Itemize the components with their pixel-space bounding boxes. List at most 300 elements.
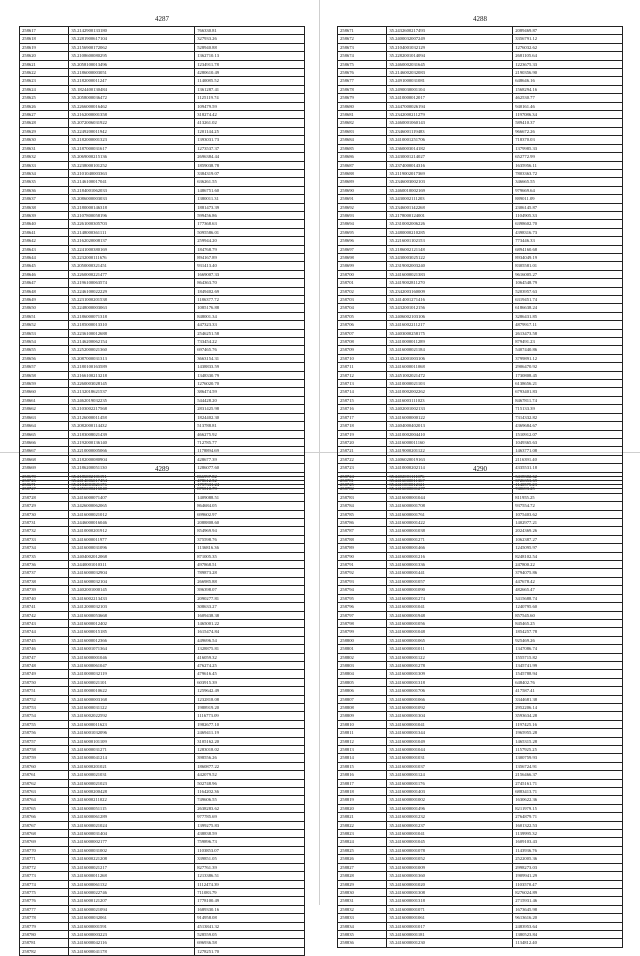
cell-code: 35.2403000258175 (387, 329, 513, 337)
cell-id: 258693 (338, 211, 387, 219)
cell-amount: 478612.52 (195, 477, 305, 485)
cell-amount: 2306145.87 (513, 203, 623, 211)
table-row (20, 619, 305, 627)
table-row (20, 270, 305, 278)
cell-id: 258723 (338, 464, 387, 472)
cell-id: 258720 (338, 438, 387, 446)
cell-amount: 449696.54 (195, 636, 305, 644)
cell-amount: 699602.97 (195, 510, 305, 518)
cell-id: 258643 (20, 245, 69, 253)
cell-id: 258688 (338, 169, 387, 177)
cell-id: 258766 (20, 813, 69, 821)
cell-amount: 2681105.64 (513, 52, 623, 60)
table-row (20, 872, 305, 880)
table-row (20, 321, 305, 329)
cell-amount: 8276024.89 (513, 888, 623, 896)
table-panel-1 (19, 14, 305, 489)
cell-amount: 1112474.39 (195, 880, 305, 888)
table-row (338, 363, 623, 371)
table-row (338, 245, 623, 253)
table-row (20, 405, 305, 413)
cell-id: 258831 (338, 897, 387, 905)
cell-id: 258745 (20, 636, 69, 644)
table-row (20, 245, 305, 253)
table-panel-2 (337, 14, 623, 489)
cell-code: 35.2416000221208 (69, 855, 195, 863)
cell-id: 258747 (20, 653, 69, 661)
cell-amount: 937554.72 (513, 502, 623, 510)
table-row (338, 746, 623, 754)
cell-code: 35.2186200051130 (69, 464, 195, 472)
cell-id: 258781 (338, 477, 387, 485)
table-row (338, 69, 623, 77)
cell-amount: 1393031.73 (195, 136, 305, 144)
cell-amount: 1278251.70 (195, 947, 305, 955)
cell-id: 258739 (20, 586, 69, 594)
cell-id: 258736 (20, 561, 69, 569)
cell-id: 258756 (20, 729, 69, 737)
cell-id: 258641 (20, 228, 69, 236)
cell-id: 258792 (338, 569, 387, 577)
cell-id: 258817 (338, 779, 387, 787)
cell-code: 35.2416000001318 (387, 897, 513, 905)
cell-code: 35.2186002121148 (387, 245, 513, 253)
table-row (338, 821, 623, 829)
cell-amount: 4280610.49 (195, 69, 305, 77)
table-row (20, 897, 305, 905)
cell-id: 258823 (338, 830, 387, 838)
cell-id: 258724 (338, 472, 387, 480)
cell-amount: 2952206.14 (513, 703, 623, 711)
table-row (20, 687, 305, 695)
cell-amount: 2469411.19 (195, 729, 305, 737)
table-row (338, 670, 623, 678)
cell-code: 35.2058100013496 (69, 60, 195, 68)
table-row (20, 279, 305, 287)
cell-amount: 1223675.33 (513, 60, 623, 68)
cell-id: 258735 (20, 552, 69, 560)
table-row (20, 754, 305, 762)
cell-code: 35.2416000041214 (69, 754, 195, 762)
table-row (20, 796, 305, 804)
cell-amount: 3799891.12 (513, 354, 623, 362)
cell-id: 258757 (20, 737, 69, 745)
cell-amount: 1568294.16 (513, 85, 623, 93)
table-row (338, 35, 623, 43)
cell-amount: 697465.76 (195, 346, 305, 354)
cell-amount: 339851.05 (195, 855, 305, 863)
cell-code: 35.2416000021024 (69, 821, 195, 829)
table-row (20, 947, 305, 955)
cell-id: 258670 (20, 472, 69, 480)
cell-code: 35.2430002111203 (387, 195, 513, 203)
cell-amount: 528940.88 (195, 43, 305, 51)
cell-id: 258760 (20, 762, 69, 770)
cell-amount: 1240795.60 (513, 603, 623, 611)
cell-code: 35.2166100213218 (69, 371, 195, 379)
table-row (20, 304, 305, 312)
cell-code: 35.2416000021012 (69, 510, 195, 518)
cell-code: 35.2374000014316 (387, 161, 513, 169)
cell-id: 258674 (338, 52, 387, 60)
cell-code: 35.2232000111676 (69, 253, 195, 261)
cell-amount: 789873.28 (195, 569, 305, 577)
cell-id: 258719 (338, 430, 387, 438)
cell-id: 258638 (20, 203, 69, 211)
cell-id: 258626 (20, 102, 69, 110)
table-row (20, 779, 305, 787)
cell-id: 258772 (20, 863, 69, 871)
cell-amount: 4369684.67 (513, 422, 623, 430)
cell-amount: 109479.59 (195, 102, 305, 110)
cell-id: 258755 (20, 720, 69, 728)
table-row (338, 43, 623, 51)
cell-amount: 894167.89 (195, 253, 305, 261)
cell-id: 258833 (338, 914, 387, 922)
table-row (20, 211, 305, 219)
cell-code: 35.2416000011160 (387, 438, 513, 446)
cell-id: 258636 (20, 186, 69, 194)
cell-amount: 3286431.85 (513, 312, 623, 320)
cell-amount: 1143936.76 (513, 846, 623, 854)
cell-id: 258659 (20, 380, 69, 388)
cell-amount: 3418302.62 (513, 472, 623, 480)
cell-amount: 733454.22 (195, 338, 305, 346)
cell-id: 258639 (20, 211, 69, 219)
cell-amount: 1409088.51 (195, 493, 305, 501)
cell-code: 35.2416000001038 (387, 527, 513, 535)
cell-amount: 3105162.20 (195, 737, 305, 745)
table-row (20, 296, 305, 304)
cell-amount: 1465001.22 (195, 619, 305, 627)
cell-code: 35.2416000001181 (387, 930, 513, 938)
cell-id: 258675 (338, 60, 387, 68)
table-row (338, 329, 623, 337)
cell-code: 35.2142001003106 (387, 354, 513, 362)
cell-id: 258779 (20, 922, 69, 930)
table-row (338, 796, 623, 804)
cell-amount: 413261.02 (195, 119, 305, 127)
cell-code: 35.2416000001124 (387, 771, 513, 779)
cell-amount: 1347086.74 (513, 645, 623, 653)
cell-id: 258698 (338, 253, 387, 261)
cell-code: 35.2416000001277 (387, 485, 513, 493)
cell-id: 258715 (338, 396, 387, 404)
cell-amount: 1232818.08 (195, 695, 305, 703)
cell-id: 258746 (20, 645, 69, 653)
cell-amount: 3415688.74 (513, 594, 623, 602)
cell-code: 35.2416000001057 (387, 577, 513, 585)
cell-amount: 447323.33 (195, 321, 305, 329)
cell-id: 258789 (338, 544, 387, 552)
cell-code: 35.2440001010311 (69, 561, 195, 569)
cell-code: 35.2456000216040 (69, 485, 195, 493)
table-row (338, 636, 623, 644)
cell-code: 35.2416000001271 (387, 535, 513, 543)
table-row (338, 195, 623, 203)
cell-id: 258750 (20, 678, 69, 686)
cell-code: 35.1824400130484 (69, 85, 195, 93)
cell-id: 258664 (20, 422, 69, 430)
cell-id: 258813 (338, 746, 387, 754)
cell-id: 258711 (338, 363, 387, 371)
cell-amount: 513788.81 (195, 422, 305, 430)
cell-code: 35.2192000136140 (69, 438, 195, 446)
cell-code: 35.2404002012068 (69, 552, 195, 560)
table-row (338, 577, 623, 585)
table-row (20, 52, 305, 60)
table-row (338, 354, 623, 362)
cell-amount: 1125119.74 (195, 94, 305, 102)
cell-amount: 346665.55 (513, 178, 623, 186)
table-row (20, 493, 305, 501)
cell-amount: 1601322.53 (513, 821, 623, 829)
cell-amount: 2906470.92 (513, 363, 623, 371)
cell-amount: 1085176.88 (195, 304, 305, 312)
cell-id: 258667 (20, 447, 69, 455)
cell-code: 35.2416000001041 (387, 603, 513, 611)
cell-amount: 1276020.70 (195, 380, 305, 388)
cell-code: 35.2416000001041 (387, 720, 513, 728)
cell-amount: 1615474.84 (195, 628, 305, 636)
cell-id: 258773 (20, 872, 69, 880)
cell-amount: 1689330.16 (195, 905, 305, 913)
table-row (338, 872, 623, 880)
cell-id: 258653 (20, 329, 69, 337)
cell-id: 258658 (20, 371, 69, 379)
cell-code: 35.2412000032103 (69, 603, 195, 611)
cell-code: 35.2416000001336 (387, 561, 513, 569)
cell-id: 258778 (20, 914, 69, 922)
table-row (338, 939, 623, 947)
table-row (20, 712, 305, 720)
cell-amount: 931413.40 (195, 262, 305, 270)
cell-code: 35.2402001002133 (387, 405, 513, 413)
cell-amount: 9613616.20 (513, 914, 623, 922)
cell-amount: 1103853.07 (195, 846, 305, 854)
cell-code: 35.2416003111023 (387, 396, 513, 404)
cell-id: 258713 (338, 380, 387, 388)
table-row (338, 611, 623, 619)
cell-amount: 879491.23 (513, 338, 623, 346)
cell-code: 35.2416000001278 (387, 661, 513, 669)
cell-code: 35.2182000080904 (69, 455, 195, 463)
cell-amount: 2024369.26 (513, 527, 623, 535)
cell-amount: 914958.08 (195, 914, 305, 922)
cell-code: 35.2416000031271 (69, 746, 195, 754)
table-row (338, 485, 623, 493)
cell-id: 258784 (338, 502, 387, 510)
table-row (338, 127, 623, 135)
cell-code: 35.2411000012121 (387, 480, 513, 488)
cell-code: 35.2416000001044 (387, 493, 513, 501)
data-table (337, 476, 623, 948)
table-row (20, 830, 305, 838)
cell-code: 35.2050000321451 (69, 262, 195, 270)
cell-id: 258671 (20, 480, 69, 488)
table-row (338, 296, 623, 304)
cell-amount: 599456.86 (195, 211, 305, 219)
table-row (20, 628, 305, 636)
cell-amount: 5095586.01 (195, 228, 305, 236)
cell-id: 258726 (20, 477, 69, 485)
table-row (338, 544, 623, 552)
table-row (338, 779, 623, 787)
cell-id: 258700 (338, 270, 387, 278)
cell-amount: 979669.64 (513, 186, 623, 194)
cell-code: 35.2416000001052 (387, 855, 513, 863)
cell-id: 258618 (20, 35, 69, 43)
cell-id: 258826 (338, 855, 387, 863)
cell-code: 35.2416000001002 (387, 796, 513, 804)
cell-id: 258787 (338, 527, 387, 535)
cell-code: 35.2416000001232 (387, 813, 513, 821)
cell-code: 35.2416000001176 (387, 779, 513, 787)
cell-amount: 528559.05 (195, 930, 305, 938)
cell-amount: 2638283.62 (195, 804, 305, 812)
cell-code: 35.2430001214027 (387, 153, 513, 161)
table-row (20, 804, 305, 812)
cell-id: 258634 (20, 169, 69, 177)
cell-code: 35.2107800058196 (69, 211, 195, 219)
data-table (19, 476, 305, 956)
table-row (20, 161, 305, 169)
cell-id: 258679 (338, 94, 387, 102)
cell-amount: 749606.55 (195, 796, 305, 804)
cell-id: 258824 (338, 838, 387, 846)
table-row (20, 69, 305, 77)
cell-code: 35.2416000001274 (387, 594, 513, 602)
panel-title: 4289 (155, 465, 169, 473)
cell-id: 258662 (20, 405, 69, 413)
cell-id: 258788 (338, 535, 387, 543)
cell-code: 35.2406020019163 (387, 455, 513, 463)
cell-amount: 1824402.30 (195, 413, 305, 421)
cell-code: 35.2319002003240 (387, 262, 513, 270)
cell-amount: 925469.26 (513, 636, 623, 644)
cell-code: 35.2231000201538 (69, 296, 195, 304)
table-row (338, 846, 623, 854)
cell-id: 258767 (20, 821, 69, 829)
cell-id: 258734 (20, 544, 69, 552)
table-row (20, 94, 305, 102)
table-row (338, 905, 623, 913)
table-row (20, 237, 305, 245)
cell-id: 258718 (338, 422, 387, 430)
cell-code: 35.2416000031002 (69, 846, 195, 854)
table-row (20, 430, 305, 438)
cell-id: 258777 (20, 905, 69, 913)
cell-amount: 2090277.81 (195, 594, 305, 602)
table-row (20, 60, 305, 68)
cell-code: 35.2410000032119 (69, 670, 195, 678)
cell-code: 35.2416000011068 (387, 363, 513, 371)
table-row (20, 477, 305, 485)
table-row (20, 653, 305, 661)
cell-amount: 2483953.64 (513, 922, 623, 930)
cell-amount: 1164202.36 (195, 788, 305, 796)
cell-amount: 386474.59 (195, 388, 305, 396)
cell-code: 35.2416000021094 (69, 905, 195, 913)
table-row (338, 493, 623, 501)
cell-id: 258682 (338, 119, 387, 127)
table-row (338, 661, 623, 669)
cell-amount: 1860877.22 (195, 762, 305, 770)
cell-amount: 871005.35 (195, 552, 305, 560)
cell-id: 258710 (338, 354, 387, 362)
cell-id: 258690 (338, 186, 387, 194)
cell-id: 258806 (338, 687, 387, 695)
table-row (20, 746, 305, 754)
cell-code: 35.2416000011268 (69, 872, 195, 880)
cell-amount: 5203957.63 (513, 287, 623, 295)
cell-id: 258768 (20, 830, 69, 838)
cell-code: 35.2432600217493 (387, 27, 513, 35)
table-row (20, 203, 305, 211)
table-row (20, 228, 305, 236)
cell-code: 35.2241000380169 (69, 245, 195, 253)
cell-code: 35.2416000001708 (387, 502, 513, 510)
cell-code: 35.2072006031922 (69, 119, 195, 127)
table-row (338, 85, 623, 93)
table-row (20, 603, 305, 611)
cell-amount: 544428.20 (195, 396, 305, 404)
table-row (338, 628, 623, 636)
table-row (20, 577, 305, 585)
cell-id: 258665 (20, 430, 69, 438)
table-row (338, 888, 623, 896)
cell-id: 258776 (20, 897, 69, 905)
cell-id: 258733 (20, 535, 69, 543)
table-row (20, 821, 305, 829)
cell-amount: 2745161.71 (513, 779, 623, 787)
cell-code: 35.2186002101191 (69, 472, 195, 480)
cell-id: 258649 (20, 296, 69, 304)
table-row (20, 695, 305, 703)
cell-id: 258648 (20, 287, 69, 295)
cell-amount: 1178894.69 (195, 447, 305, 455)
cell-id: 258770 (20, 846, 69, 854)
table-row (338, 430, 623, 438)
table-row (338, 211, 623, 219)
cell-id: 258729 (20, 502, 69, 510)
table-row (338, 169, 623, 177)
cell-amount: 1399275.83 (195, 821, 305, 829)
table-row (338, 279, 623, 287)
table-row (20, 388, 305, 396)
table-row (20, 939, 305, 947)
table-row (20, 519, 305, 527)
cell-id: 258749 (20, 670, 69, 678)
cell-id: 258761 (20, 771, 69, 779)
table-row (338, 262, 623, 270)
cell-code: 35.2402001000145 (69, 586, 195, 594)
cell-amount: 589410.37 (513, 119, 623, 127)
cell-id: 258684 (338, 136, 387, 144)
cell-code: 35.2416000001344 (387, 729, 513, 737)
cell-id: 258790 (338, 552, 387, 560)
table-row (20, 127, 305, 135)
cell-amount: 396398.07 (195, 586, 305, 594)
table-row (20, 855, 305, 863)
cell-code: 35.2410000202114 (387, 464, 513, 472)
cell-amount: 1134812.40 (513, 939, 623, 947)
cell-code: 35.2182000001323 (69, 136, 195, 144)
cell-code: 35.2416000031122 (69, 703, 195, 711)
cell-id: 258799 (338, 628, 387, 636)
table-row (338, 586, 623, 594)
cell-code: 35.2416000001360 (387, 872, 513, 880)
